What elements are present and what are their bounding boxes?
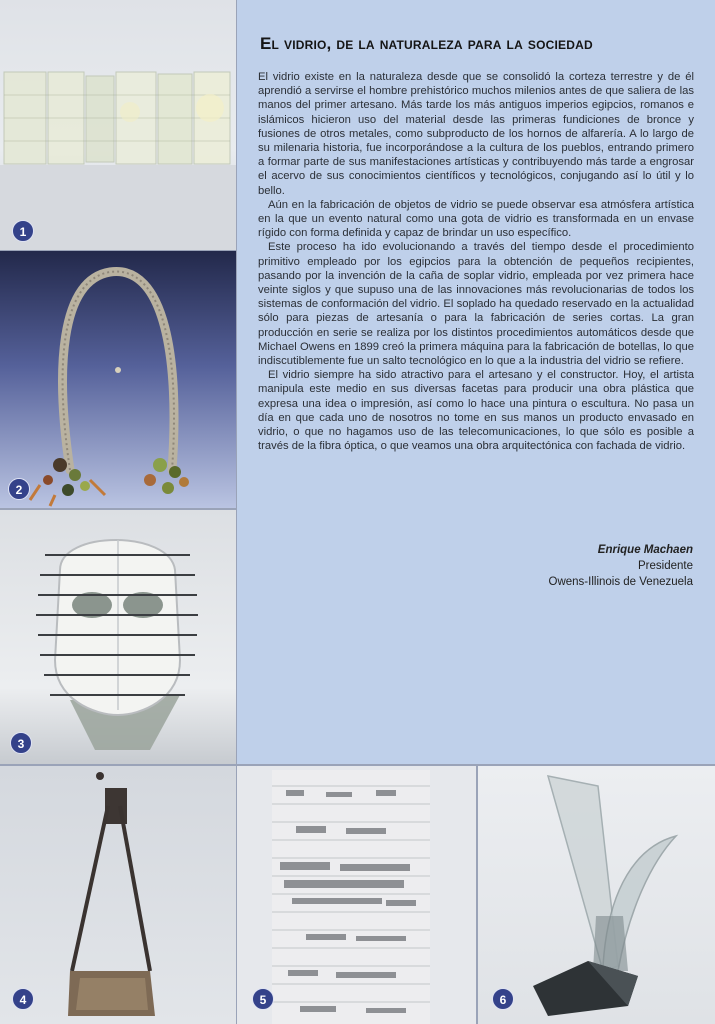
article-paragraph: Este proceso ha ido evolucionando a través del tiempo desde el procedimiento primitivo empleado por los egipcios para la obtención de pequeños recipientes, pasando por la invención de la caña de soplar vidrio, empleada por vez primera hace veinte siglos y que supuso una de las innovaciones más revolucionarias de todos los sistemas de conformación del vidrio. El soplado ha quedado reservado en la actualidad sólo para piezas de artesanía o para la fabricación de series cortas. La gran producción en serie se realiza por los distintos procedimientos automáticos desde que Michael Owens en 1899 creó la primera máquina para la fabricación de botellas, lo que indiscutiblemente fue un salto tecnológico en lo que a la industria del vidrio se refiere.: [258, 241, 694, 368]
article-title: El vidrio, de la naturaleza para la sociedad: [260, 34, 593, 53]
photo-6-glass-sculpture: [478, 766, 715, 1024]
divider: [0, 250, 236, 251]
article-paragraph: Aún en la fabricación de objetos de vidrio se puede observar esa atmósfera artística en la que un evento natural como una gota de vidrio es transformada en un envase rígido con forma definida y capaz de brindar un uso específico.: [258, 198, 694, 240]
photo-number-badge: 6: [492, 988, 514, 1010]
divider: [476, 766, 478, 1024]
signature-name: Enrique Machaen: [597, 544, 693, 556]
photo-number-badge: 4: [12, 988, 34, 1010]
divider: [236, 0, 237, 1024]
divider: [0, 508, 236, 510]
signature-role: Presidente: [638, 560, 693, 572]
necklace-illustration: [0, 250, 236, 508]
photo-number-badge: 1: [12, 220, 34, 242]
photo-5-glass-wall: [236, 766, 476, 1024]
photo-4-hanging-sculpture: [0, 766, 236, 1024]
mask-illustration: [0, 510, 236, 764]
article-panel: [236, 0, 715, 764]
hanging-sculpture-illustration: [0, 766, 236, 1024]
photo-2-glass-necklace: [0, 250, 236, 508]
article-paragraph: El vidrio siempre ha sido atractivo para el artesano y el constructor. Hoy, el artista manipula este medio en sus diversas facetas para producir una obra plástica que expresa una idea o impresión, así como lo hace una pintura o escultura. No pasa un día en que cada uno de nosotros no tome en sus manos un producto envasado en vidrio, o que no hagamos uso de las telecomunicaciones, lo que sólo es posible a través de la fibra óptica, o que veamos una obra arquitectónica con fachada de vidrio.: [258, 369, 694, 453]
glass-sculpture-illustration: [478, 766, 715, 1024]
photo-1-glass-panels: [0, 0, 236, 250]
photo-number-badge: 5: [252, 988, 274, 1010]
article-paragraph: El vidrio existe en la naturaleza desde que se consolidó la corteza terrestre y de él aprendió a servirse el hombre prehistórico muchos milenios antes de que saliera de las manos del primer artesano. Más tarde los más antiguos imperios egipcios, romanos e islámicos hicieron uso del material desde las primeras fundiciones de bronce y fusiones de otros metales, como subproducto de los hornos de alfarería. A lo largo de su milenaria historia, fue incorporándose a la cultura de los pueblos, entrando primero a formar parte de sus manifestaciones artísticas y contribuyendo más tarde a engrosar el acervo de sus conocimientos científicos y tecnológicos, conjugando así lo útil y lo bello.: [258, 71, 694, 197]
signature-block: [549, 542, 693, 590]
glass-wall-illustration: [236, 766, 476, 1024]
divider: [0, 764, 715, 766]
article-body: [258, 70, 694, 453]
signature-company: Owens-Illinois de Venezuela: [548, 576, 693, 588]
photo-number-badge: 2: [8, 478, 30, 500]
photo-number-badge: 3: [10, 732, 32, 754]
photo-3-glass-mask: [0, 510, 236, 764]
glass-panels-illustration: [0, 0, 236, 250]
